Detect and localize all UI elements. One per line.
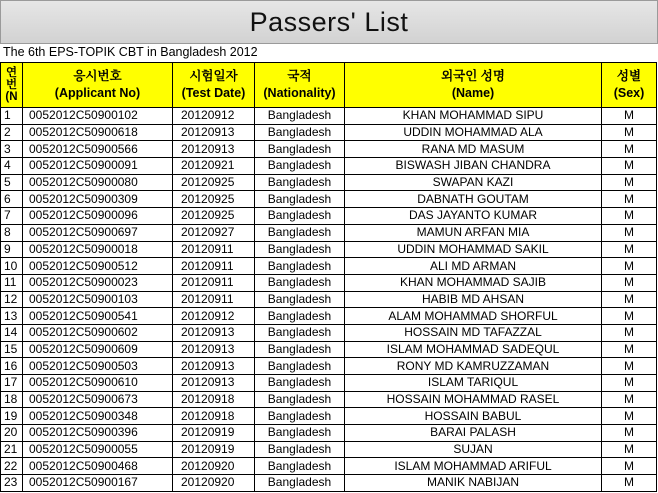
header-nationality-ko: 국적 — [287, 69, 312, 83]
name-cell[interactable]: DAS JAYANTO KUMAR — [345, 208, 602, 225]
row-number-cell[interactable]: 1 — [1, 108, 23, 125]
row-number-cell[interactable]: 2 — [1, 124, 23, 141]
applicant-no-cell[interactable]: 0052012C50900618 — [23, 124, 173, 141]
name-cell[interactable]: RONY MD KAMRUZZAMAN — [345, 358, 602, 375]
header-no[interactable] — [1, 63, 23, 108]
row-number-cell[interactable]: 18 — [1, 391, 23, 408]
sex-cell[interactable]: M — [602, 108, 657, 125]
sex-cell[interactable]: M — [602, 191, 657, 208]
header-date-en: (Test Date) — [181, 86, 246, 100]
test-date-cell[interactable]: 20120925 — [173, 208, 255, 225]
applicant-no-cell[interactable]: 0052012C50900609 — [23, 341, 173, 358]
test-date-cell[interactable]: 20120911 — [173, 258, 255, 275]
test-date-cell[interactable]: 20120920 — [173, 475, 255, 492]
header-applicant-no[interactable] — [23, 63, 173, 108]
applicant-no-cell[interactable]: 0052012C50900080 — [23, 174, 173, 191]
nationality-cell[interactable]: Bangladesh — [255, 108, 345, 125]
applicant-no-cell[interactable]: 0052012C50900396 — [23, 425, 173, 442]
header-test-date[interactable] — [173, 63, 255, 108]
table-row — [1, 408, 657, 425]
header-sex-ko: 성별 — [616, 69, 642, 83]
nationality-cell[interactable]: Bangladesh — [255, 241, 345, 258]
page-title: Passers' List — [0, 0, 658, 44]
test-date-cell[interactable]: 20120920 — [173, 458, 255, 475]
sex-cell[interactable]: M — [602, 375, 657, 392]
nationality-cell[interactable]: Bangladesh — [255, 308, 345, 325]
table-row — [1, 274, 657, 291]
row-number-cell[interactable]: 6 — [1, 191, 23, 208]
row-number-cell[interactable]: 13 — [1, 308, 23, 325]
test-date-cell[interactable]: 20120911 — [173, 274, 255, 291]
header-name-ko: 외국인 성명 — [441, 69, 505, 83]
name-cell[interactable]: UDDIN MOHAMMAD SAKIL — [345, 241, 602, 258]
row-number-cell[interactable]: 21 — [1, 441, 23, 458]
sex-cell[interactable]: M — [602, 408, 657, 425]
applicant-no-cell[interactable]: 0052012C50900091 — [23, 158, 173, 175]
row-number-cell[interactable]: 11 — [1, 274, 23, 291]
name-cell[interactable]: BARAI PALASH — [345, 425, 602, 442]
name-cell[interactable]: SUJAN — [345, 441, 602, 458]
nationality-cell[interactable]: Bangladesh — [255, 324, 345, 341]
sex-cell[interactable]: M — [602, 141, 657, 158]
table-row — [1, 441, 657, 458]
test-date-cell[interactable]: 20120919 — [173, 441, 255, 458]
header-nationality[interactable] — [255, 63, 345, 108]
table-row — [1, 108, 657, 125]
nationality-cell[interactable]: Bangladesh — [255, 224, 345, 241]
name-cell[interactable]: KHAN MOHAMMAD SIPU — [345, 108, 602, 125]
nationality-cell[interactable]: Bangladesh — [255, 158, 345, 175]
header-applicant-ko: 응시번호 — [73, 69, 122, 83]
table-row — [1, 308, 657, 325]
header-sex-en: (Sex) — [613, 86, 645, 100]
nationality-cell[interactable]: Bangladesh — [255, 208, 345, 225]
nationality-cell[interactable]: Bangladesh — [255, 475, 345, 492]
table-row — [1, 208, 657, 225]
row-number-cell[interactable]: 5 — [1, 174, 23, 191]
table-row — [1, 458, 657, 475]
table-row — [1, 191, 657, 208]
sex-cell[interactable]: M — [602, 358, 657, 375]
sex-cell[interactable]: M — [602, 158, 657, 175]
applicant-no-cell[interactable]: 0052012C50900512 — [23, 258, 173, 275]
nationality-cell[interactable]: Bangladesh — [255, 375, 345, 392]
row-number-cell[interactable]: 14 — [1, 324, 23, 341]
table-row — [1, 174, 657, 191]
nationality-cell[interactable]: Bangladesh — [255, 408, 345, 425]
table-row — [1, 425, 657, 442]
applicant-no-cell[interactable]: 0052012C50900309 — [23, 191, 173, 208]
applicant-no-cell[interactable]: 0052012C50900566 — [23, 141, 173, 158]
applicant-no-cell[interactable]: 0052012C50900348 — [23, 408, 173, 425]
sex-cell[interactable]: M — [602, 124, 657, 141]
nationality-cell[interactable]: Bangladesh — [255, 425, 345, 442]
nationality-cell[interactable]: Bangladesh — [255, 391, 345, 408]
sex-cell[interactable]: M — [602, 425, 657, 442]
test-date-cell[interactable]: 20120913 — [173, 375, 255, 392]
nationality-cell[interactable]: Bangladesh — [255, 124, 345, 141]
table-row — [1, 224, 657, 241]
test-date-cell[interactable]: 20120913 — [173, 324, 255, 341]
name-cell[interactable]: HOSSAIN MD TAFAZZAL — [345, 324, 602, 341]
row-number-cell[interactable]: 23 — [1, 475, 23, 492]
name-cell[interactable]: ISLAM MOHAMMAD ARIFUL — [345, 458, 602, 475]
applicant-no-cell[interactable]: 0052012C50900055 — [23, 441, 173, 458]
applicant-no-cell[interactable]: 0052012C50900102 — [23, 108, 173, 125]
sex-cell[interactable]: M — [602, 458, 657, 475]
test-date-cell[interactable]: 20120925 — [173, 174, 255, 191]
row-number-cell[interactable]: 7 — [1, 208, 23, 225]
sex-cell[interactable]: M — [602, 441, 657, 458]
page-subtitle: The 6th EPS-TOPIK CBT in Bangladesh 2012 — [3, 45, 258, 59]
applicant-no-cell[interactable]: 0052012C50900018 — [23, 241, 173, 258]
nationality-cell[interactable]: Bangladesh — [255, 441, 345, 458]
nationality-cell[interactable]: Bangladesh — [255, 341, 345, 358]
nationality-cell[interactable]: Bangladesh — [255, 141, 345, 158]
nationality-cell[interactable]: Bangladesh — [255, 191, 345, 208]
header-sex[interactable] — [602, 63, 657, 108]
row-number-cell[interactable]: 19 — [1, 408, 23, 425]
header-no-ko1: 연 — [5, 67, 18, 79]
applicant-no-cell[interactable]: 0052012C50900096 — [23, 208, 173, 225]
header-name-en: (Name) — [451, 86, 495, 100]
sex-cell[interactable]: M — [602, 258, 657, 275]
sex-cell[interactable]: M — [602, 475, 657, 492]
sex-cell[interactable]: M — [602, 308, 657, 325]
name-cell[interactable]: KHAN MOHAMMAD SAJIB — [345, 274, 602, 291]
nationality-cell[interactable]: Bangladesh — [255, 358, 345, 375]
name-cell[interactable]: RANA MD MASUM — [345, 141, 602, 158]
name-cell[interactable]: BISWASH JIBAN CHANDRA — [345, 158, 602, 175]
sex-cell[interactable]: M — [602, 241, 657, 258]
nationality-cell[interactable]: Bangladesh — [255, 174, 345, 191]
row-number-cell[interactable]: 4 — [1, 158, 23, 175]
sex-cell[interactable]: M — [602, 174, 657, 191]
row-number-cell[interactable]: 8 — [1, 224, 23, 241]
applicant-no-cell[interactable]: 0052012C50900697 — [23, 224, 173, 241]
test-date-cell[interactable]: 20120918 — [173, 408, 255, 425]
applicant-no-cell[interactable]: 0052012C50900541 — [23, 308, 173, 325]
row-number-cell[interactable]: 3 — [1, 141, 23, 158]
applicant-no-cell[interactable]: 0052012C50900468 — [23, 458, 173, 475]
header-date-ko: 시험일자 — [189, 69, 238, 83]
row-number-cell[interactable]: 12 — [1, 291, 23, 308]
applicant-no-cell[interactable]: 0052012C50900023 — [23, 274, 173, 291]
table-row — [1, 258, 657, 275]
header-no-ko2: 번 — [5, 79, 18, 91]
applicant-no-cell[interactable]: 0052012C50900103 — [23, 291, 173, 308]
test-date-cell[interactable]: 20120921 — [173, 158, 255, 175]
row-number-cell[interactable]: 20 — [1, 425, 23, 442]
test-date-cell[interactable]: 20120925 — [173, 191, 255, 208]
table-row — [1, 391, 657, 408]
row-number-cell[interactable]: 9 — [1, 241, 23, 258]
name-cell[interactable]: UDDIN MOHAMMAD ALA — [345, 124, 602, 141]
test-date-cell[interactable]: 20120912 — [173, 308, 255, 325]
header-no-en: (N — [5, 91, 18, 103]
table-header-row — [1, 63, 657, 108]
test-date-cell[interactable]: 20120913 — [173, 124, 255, 141]
table-row — [1, 158, 657, 175]
test-date-cell[interactable]: 20120911 — [173, 241, 255, 258]
table-row — [1, 124, 657, 141]
header-nationality-en: (Nationality) — [263, 86, 336, 100]
nationality-cell[interactable]: Bangladesh — [255, 258, 345, 275]
row-number-cell[interactable]: 10 — [1, 258, 23, 275]
table-row — [1, 141, 657, 158]
applicant-no-cell[interactable]: 0052012C50900167 — [23, 475, 173, 492]
nationality-cell[interactable]: Bangladesh — [255, 291, 345, 308]
test-date-cell[interactable]: 20120913 — [173, 141, 255, 158]
table-row — [1, 324, 657, 341]
sex-cell[interactable]: M — [602, 274, 657, 291]
name-cell[interactable]: DABNATH GOUTAM — [345, 191, 602, 208]
table-row — [1, 241, 657, 258]
applicant-no-cell[interactable]: 0052012C50900602 — [23, 324, 173, 341]
test-date-cell[interactable]: 20120912 — [173, 108, 255, 125]
row-number-cell[interactable]: 15 — [1, 341, 23, 358]
sex-cell[interactable]: M — [602, 324, 657, 341]
sex-cell[interactable]: M — [602, 391, 657, 408]
sex-cell[interactable]: M — [602, 291, 657, 308]
name-cell[interactable]: MANIK NABIJAN — [345, 475, 602, 492]
test-date-cell[interactable]: 20120913 — [173, 341, 255, 358]
test-date-cell[interactable]: 20120911 — [173, 291, 255, 308]
table-body — [1, 108, 657, 492]
header-applicant-en: (Applicant No) — [54, 86, 141, 100]
name-cell[interactable]: SWAPAN KAZI — [345, 174, 602, 191]
table-row — [1, 291, 657, 308]
row-number-cell[interactable]: 16 — [1, 358, 23, 375]
applicant-no-cell[interactable]: 0052012C50900610 — [23, 375, 173, 392]
passers-table — [0, 62, 657, 492]
name-cell[interactable]: ALAM MOHAMMAD SHORFUL — [345, 308, 602, 325]
name-cell[interactable]: HOSSAIN MOHAMMAD RASEL — [345, 391, 602, 408]
sex-cell[interactable]: M — [602, 224, 657, 241]
name-cell[interactable]: ISLAM MOHAMMAD SADEQUL — [345, 341, 602, 358]
name-cell[interactable]: HOSSAIN BABUL — [345, 408, 602, 425]
sex-cell[interactable]: M — [602, 208, 657, 225]
test-date-cell[interactable]: 20120918 — [173, 391, 255, 408]
name-cell[interactable]: ISLAM TARIQUL — [345, 375, 602, 392]
test-date-cell[interactable]: 20120919 — [173, 425, 255, 442]
nationality-cell[interactable]: Bangladesh — [255, 458, 345, 475]
row-number-cell[interactable]: 22 — [1, 458, 23, 475]
test-date-cell[interactable]: 20120927 — [173, 224, 255, 241]
table-row — [1, 475, 657, 492]
applicant-no-cell[interactable]: 0052012C50900503 — [23, 358, 173, 375]
table-row — [1, 358, 657, 375]
name-cell[interactable]: HABIB MD AHSAN — [345, 291, 602, 308]
nationality-cell[interactable]: Bangladesh — [255, 274, 345, 291]
table-row — [1, 375, 657, 392]
applicant-no-cell[interactable]: 0052012C50900673 — [23, 391, 173, 408]
sex-cell[interactable]: M — [602, 341, 657, 358]
table-row — [1, 341, 657, 358]
name-cell[interactable]: ALI MD ARMAN — [345, 258, 602, 275]
header-name[interactable] — [345, 63, 602, 108]
name-cell[interactable]: MAMUN ARFAN MIA — [345, 224, 602, 241]
row-number-cell[interactable]: 17 — [1, 375, 23, 392]
test-date-cell[interactable]: 20120913 — [173, 358, 255, 375]
